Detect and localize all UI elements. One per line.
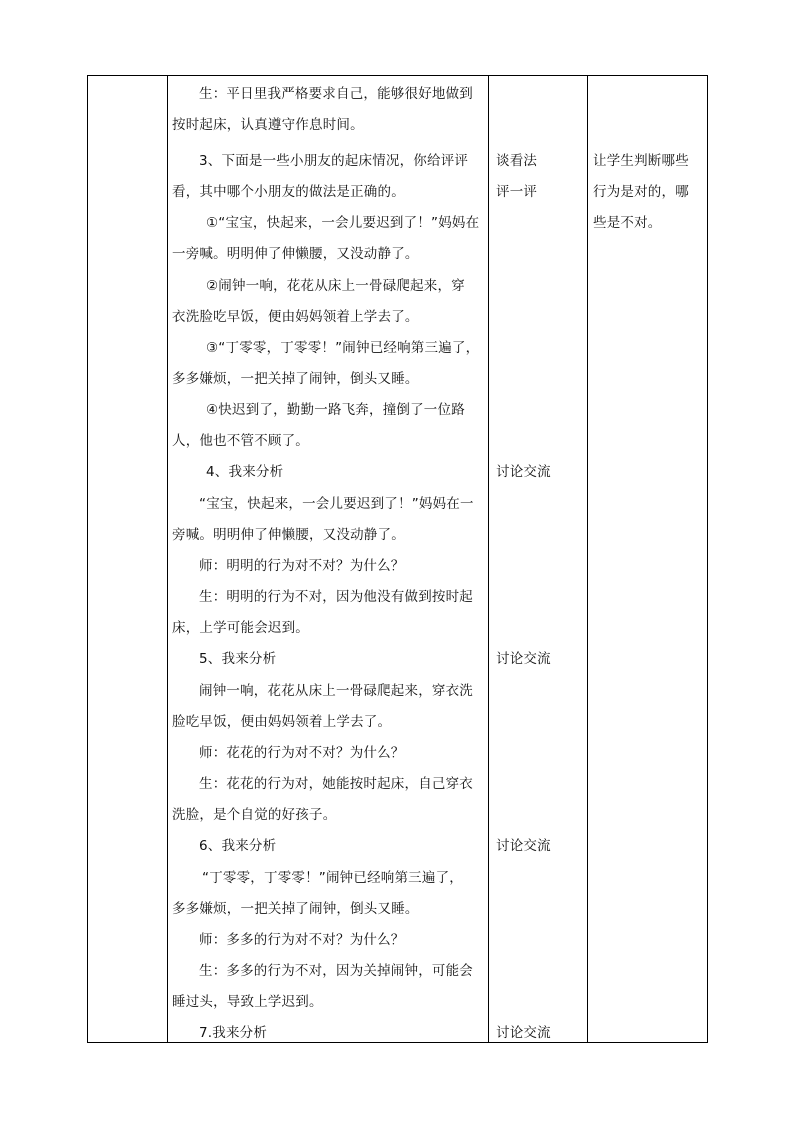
content-line: 生：花花的行为对，她能按时起床，自己穿衣	[199, 776, 473, 792]
lesson-plan-table	[87, 75, 708, 1043]
content-line: 生：平日里我严格要求自己，能够很好地做到	[199, 86, 473, 102]
content-line: 人，他也不管不顾了。	[172, 433, 309, 449]
teaching-method-cell	[489, 76, 588, 1043]
method-line: 讨论交流	[496, 651, 551, 667]
content-line: 看，其中哪个小朋友的做法是正确的。	[172, 184, 405, 200]
table-row	[88, 76, 708, 1043]
content-line: 旁喊。明明伸了伸懒腰，又没动静了。	[172, 527, 405, 543]
content-line: 5、我来分析	[199, 651, 277, 667]
design-intent-lines	[588, 76, 707, 1042]
content-line: ②闹钟一响，花花从床上一骨碌爬起来，穿	[206, 278, 465, 294]
method-line: 讨论交流	[496, 464, 551, 480]
content-line: “宝宝，快起来，一会儿要迟到了！”妈妈在一	[199, 496, 474, 512]
content-line: 6、我来分析	[199, 838, 277, 854]
content-line: 师：多多的行为对不对？为什么？	[199, 932, 405, 948]
stage-column-cell	[88, 76, 168, 1043]
content-line: 7.我来分析	[199, 1025, 268, 1041]
content-line: 一旁喊。明明伸了伸懒腰，又没动静了。	[172, 246, 419, 262]
content-line: ④快迟到了，勤勤一路飞奔，撞倒了一位路	[206, 402, 465, 418]
content-line: 多多嫌烦，一把关掉了闹钟，倒头又睡。	[172, 371, 419, 387]
content-line: “丁零零，丁零零！”闹钟已经响第三遍了，	[202, 870, 463, 886]
content-line: 多多嫌烦，一把关掉了闹钟，倒头又睡。	[172, 901, 419, 917]
content-line: 生：多多的行为不对，因为关掉闹钟，可能会	[199, 963, 473, 979]
teaching-method-lines	[489, 76, 587, 1042]
content-line: 衣洗脸吃早饭，便由妈妈领着上学去了。	[172, 309, 419, 325]
intent-line: 让学生判断哪些	[593, 153, 689, 169]
content-line: 闹钟一响，花花从床上一骨碌爬起来，穿衣洗	[199, 683, 473, 699]
content-line: 师：花花的行为对不对？为什么？	[199, 745, 405, 761]
content-line: 按时起床，认真遵守作息时间。	[172, 117, 364, 133]
content-line: 脸吃早饭，便由妈妈领着上学去了。	[172, 714, 392, 730]
intent-line: 行为是对的，哪	[593, 184, 689, 200]
teaching-content-cell	[168, 76, 489, 1043]
content-line: 生：明明的行为不对，因为他没有做到按时起	[199, 589, 473, 605]
method-line: 评一评	[496, 184, 538, 200]
content-line: 4、我来分析	[206, 464, 284, 480]
intent-line: 些是不对。	[593, 215, 662, 231]
teaching-content-lines	[168, 76, 488, 1042]
content-line: 睡过头，导致上学迟到。	[172, 994, 323, 1010]
method-line: 讨论交流	[496, 1025, 551, 1041]
content-line: 床，上学可能会迟到。	[172, 620, 309, 636]
content-line: 洗脸，是个自觉的好孩子。	[172, 807, 337, 823]
content-line: ③“丁零零，丁零零！”闹钟已经响第三遍了，	[206, 340, 480, 356]
method-line: 讨论交流	[496, 838, 551, 854]
design-intent-cell	[588, 76, 708, 1043]
content-line: 3、下面是一些小朋友的起床情况，你给评评	[199, 153, 469, 169]
content-line: ①“宝宝，快起来，一会儿要迟到了！”妈妈在	[206, 215, 480, 231]
content-line: 师：明明的行为对不对？为什么？	[199, 558, 405, 574]
method-line: 谈看法	[496, 153, 538, 169]
